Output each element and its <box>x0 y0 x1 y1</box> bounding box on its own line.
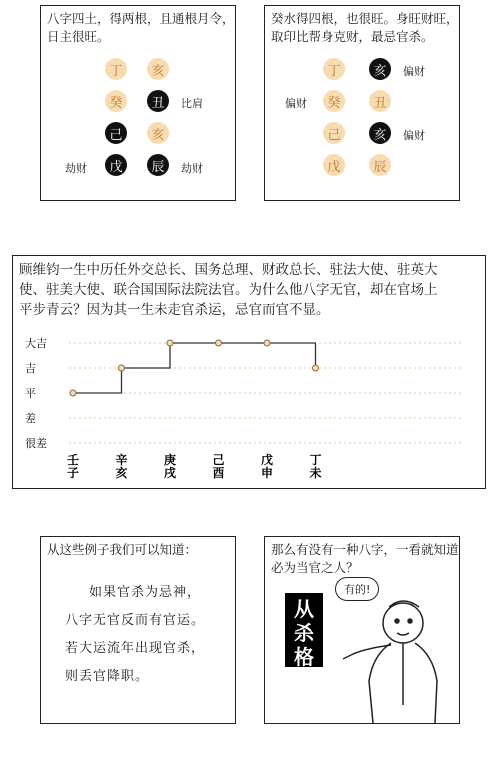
y-tick-label: 大吉 <box>25 337 47 350</box>
caption-line-2: 日主很旺。 <box>47 29 110 44</box>
data-point <box>216 340 222 346</box>
fortune-chart <box>13 324 487 494</box>
tag-bijian: 比肩 <box>181 97 203 110</box>
speech-bubble: 有的! <box>335 577 379 601</box>
x-tick-label: 子 <box>67 466 80 480</box>
stem-node-4: 戊 <box>105 154 127 176</box>
body-text-line-2: 使、驻美大使、联合国国际法院法官。为什么他八字无官，却在官场上 <box>19 282 438 298</box>
tag-piancai-left: 偏财 <box>285 97 307 110</box>
stem-node-1: 丁 <box>105 58 127 80</box>
character-tag-line-1: 从杀 <box>294 597 314 645</box>
caption <box>271 10 459 46</box>
x-tick-label: 酉 <box>212 466 225 480</box>
caption-line-2: 必为当官之人？ <box>271 560 359 575</box>
x-tick-label: 丁 <box>309 453 322 467</box>
x-tick-label: 亥 <box>115 466 128 480</box>
branch-node-1: 亥 <box>147 58 169 80</box>
panel-chart <box>12 255 486 489</box>
caption-line-1: 八字四土，得两根，且通根月令， <box>47 11 235 26</box>
tag-piancai-bottom: 偏财 <box>403 129 425 142</box>
caption-line-1: 癸水得四根，也很旺。身旺财旺， <box>271 11 459 26</box>
stem-node-1: 丁 <box>323 58 345 80</box>
x-tick-label: 辛 <box>115 453 128 467</box>
x-tick-label: 申 <box>261 466 274 480</box>
chart-ylabels <box>25 336 47 450</box>
body-text <box>19 260 438 320</box>
y-tick-label: 吉 <box>25 362 36 375</box>
caption: 从这些例子我们可以知道： <box>47 542 198 557</box>
tag-jiecai-left: 劫财 <box>65 162 87 175</box>
x-tick-label: 壬 <box>67 453 80 467</box>
branch-node-3: 亥 <box>147 122 169 144</box>
panel-bottom-left <box>40 536 236 724</box>
panel-bottom-right <box>264 536 460 724</box>
stem-node-3: 己 <box>323 122 345 144</box>
x-tick-label: 戌 <box>164 466 177 480</box>
tag-jiecai-right: 劫财 <box>181 162 203 175</box>
y-tick-label: 差 <box>25 412 36 425</box>
stem-node-3: 己 <box>105 122 127 144</box>
x-tick-label: 庚 <box>164 453 177 467</box>
caption <box>47 10 235 46</box>
cartoon-man-illustration <box>333 585 453 725</box>
stem-node-2: 癸 <box>105 90 127 112</box>
data-point <box>167 340 173 346</box>
branch-node-4: 辰 <box>147 154 169 176</box>
hand-line-4: 则丢官降职。 <box>65 669 150 684</box>
caption-line-1: 那么有没有一种八字，一看就知道 <box>271 542 459 557</box>
branch-node-4: 辰 <box>369 154 391 176</box>
chart-grid <box>69 343 463 443</box>
data-point <box>70 390 76 396</box>
hand-line-3: 若大运流年出现官杀， <box>65 641 206 656</box>
branch-node-3: 亥 <box>369 122 391 144</box>
character-tag <box>285 593 323 667</box>
x-tick-label: 未 <box>309 466 322 480</box>
branch-node-1: 亥 <box>369 58 391 80</box>
caption-line-2: 取印比帮身克财，最忌官杀。 <box>271 29 434 44</box>
y-tick-label: 平 <box>25 387 36 400</box>
x-tick-label: 己 <box>212 453 225 467</box>
data-point <box>313 365 319 371</box>
branch-node-2: 丑 <box>369 90 391 112</box>
panel-top-left <box>40 5 236 201</box>
caption <box>271 541 459 577</box>
stem-node-2: 癸 <box>323 90 345 112</box>
y-tick-label: 很差 <box>25 437 47 450</box>
stem-node-4: 戊 <box>323 154 345 176</box>
panel-top-right <box>264 5 460 201</box>
body-text-line-1: 顾维钧一生中历任外交总长、国务总理、财政总长、驻法大使、驻英大 <box>19 262 438 278</box>
tag-piancai-top: 偏财 <box>403 65 425 78</box>
hand-line-2: 八字无官反而有官运。 <box>65 613 206 628</box>
chart-xlabels <box>67 452 322 480</box>
body-text-line-3: 平步青云？因为其一生未走官杀运，忌官而官不显。 <box>19 302 330 318</box>
branch-node-2: 丑 <box>147 90 169 112</box>
x-tick-label: 戊 <box>261 453 274 467</box>
data-point <box>119 365 125 371</box>
data-point <box>264 340 270 346</box>
character-tag-line-2: 格 <box>294 645 314 669</box>
hand-line-1: 如果官杀为忌神， <box>89 585 202 600</box>
